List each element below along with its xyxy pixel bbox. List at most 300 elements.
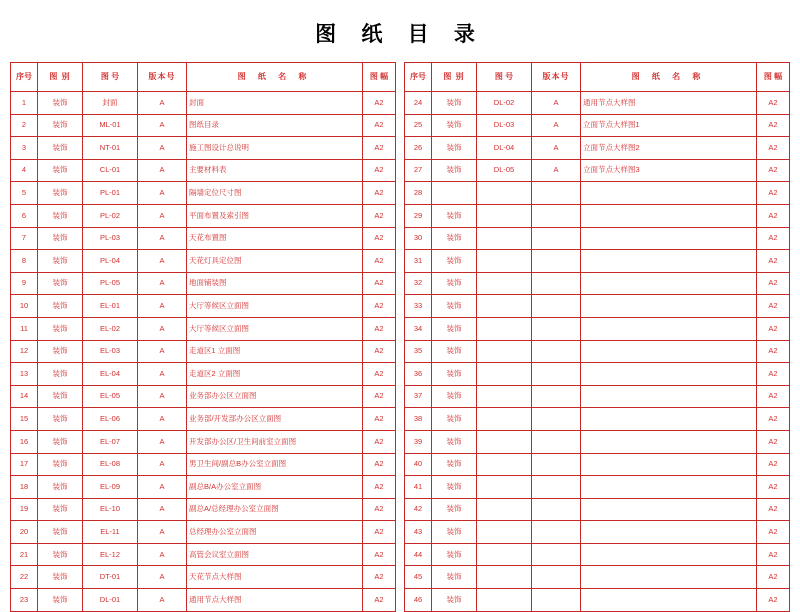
cell-type: 装饰 [432, 363, 477, 386]
table-row [405, 204, 790, 227]
cell-name [581, 363, 757, 386]
cell-size: A2 [363, 476, 396, 499]
table-row [405, 476, 790, 499]
cell-name [581, 408, 757, 431]
column-header-version: 版本号 [138, 63, 187, 92]
cell-no: 36 [405, 363, 432, 386]
cell-version: A [138, 295, 187, 318]
cell-size: A2 [757, 408, 790, 431]
cell-size: A2 [363, 250, 396, 273]
cell-size: A2 [757, 159, 790, 182]
column-header-size: 图 幅 [363, 63, 396, 92]
cell-size: A2 [363, 137, 396, 160]
cell-size: A2 [363, 114, 396, 137]
cell-code: ML-01 [83, 114, 138, 137]
table-row [405, 137, 790, 160]
cell-name: 男卫生间/副总B办公室立面图 [187, 453, 363, 476]
table-row [11, 227, 396, 250]
table-row [405, 385, 790, 408]
cell-size: A2 [757, 430, 790, 453]
cell-version: A [138, 204, 187, 227]
cell-no: 35 [405, 340, 432, 363]
table-row [11, 476, 396, 499]
cell-type: 装饰 [38, 159, 83, 182]
table-row [11, 137, 396, 160]
cell-type: 装饰 [432, 137, 477, 160]
cell-size: A2 [757, 182, 790, 205]
cell-name [581, 589, 757, 612]
cell-no: 44 [405, 543, 432, 566]
cell-size: A2 [757, 385, 790, 408]
cell-type: 装饰 [38, 295, 83, 318]
cell-version: A [138, 385, 187, 408]
cell-size: A2 [757, 566, 790, 589]
cell-type: 装饰 [432, 272, 477, 295]
cell-type: 装饰 [432, 566, 477, 589]
cell-no: 11 [11, 317, 38, 340]
cell-type: 装饰 [38, 408, 83, 431]
cell-type: 装饰 [38, 272, 83, 295]
cell-version: A [138, 521, 187, 544]
cell-name: 天花灯具定位图 [187, 250, 363, 273]
cell-size: A2 [363, 227, 396, 250]
table-row [405, 521, 790, 544]
cell-code: EL-04 [83, 363, 138, 386]
cell-name [581, 272, 757, 295]
cell-code [477, 408, 532, 431]
cell-type: 装饰 [432, 340, 477, 363]
cell-no: 15 [11, 408, 38, 431]
cell-type: 装饰 [432, 159, 477, 182]
cell-code: PL-03 [83, 227, 138, 250]
cell-no: 3 [11, 137, 38, 160]
cell-type: 装饰 [38, 250, 83, 273]
cell-name: 主要材料表 [187, 159, 363, 182]
cell-size: A2 [363, 317, 396, 340]
cell-code [477, 476, 532, 499]
cell-name: 通用节点大样图 [187, 589, 363, 612]
table-row [405, 272, 790, 295]
cell-type: 装饰 [38, 476, 83, 499]
cell-size: A2 [757, 363, 790, 386]
cell-type: 装饰 [38, 453, 83, 476]
cell-no: 28 [405, 182, 432, 205]
cell-version: A [138, 566, 187, 589]
cell-type: 装饰 [38, 317, 83, 340]
cell-name: 图纸目录 [187, 114, 363, 137]
cell-no: 27 [405, 159, 432, 182]
cell-version: A [138, 453, 187, 476]
cell-code [477, 589, 532, 612]
cell-size: A2 [363, 430, 396, 453]
cell-version [532, 340, 581, 363]
cell-type: 装饰 [38, 137, 83, 160]
cell-no: 10 [11, 295, 38, 318]
cell-type: 装饰 [432, 295, 477, 318]
cell-version: A [138, 317, 187, 340]
cell-name: 开发部办公区/卫生间前室立面图 [187, 430, 363, 453]
table-row [11, 204, 396, 227]
cell-version: A [138, 137, 187, 160]
drawing-index-table-left [10, 62, 396, 612]
cell-size: A2 [757, 340, 790, 363]
cell-code: EL-07 [83, 430, 138, 453]
cell-type: 装饰 [38, 182, 83, 205]
column-header-code: 图 号 [83, 63, 138, 92]
cell-type: 装饰 [38, 566, 83, 589]
cell-code [477, 182, 532, 205]
cell-name [581, 204, 757, 227]
cell-name: 立面节点大样图2 [581, 137, 757, 160]
cell-code [477, 250, 532, 273]
cell-name: 立面节点大样图1 [581, 114, 757, 137]
cell-code: DL-05 [477, 159, 532, 182]
cell-code [477, 385, 532, 408]
table-row [11, 408, 396, 431]
cell-version [532, 476, 581, 499]
table-row [405, 498, 790, 521]
table-row [405, 92, 790, 115]
cell-code [477, 340, 532, 363]
cell-type: 装饰 [38, 114, 83, 137]
cell-code [477, 453, 532, 476]
cell-type: 装饰 [432, 498, 477, 521]
cell-size: A2 [363, 182, 396, 205]
cell-no: 17 [11, 453, 38, 476]
table-row [11, 385, 396, 408]
cell-version [532, 204, 581, 227]
cell-version [532, 272, 581, 295]
cell-code: PL-02 [83, 204, 138, 227]
cell-version [532, 521, 581, 544]
cell-no: 33 [405, 295, 432, 318]
cell-type: 装饰 [38, 363, 83, 386]
cell-type: 装饰 [432, 204, 477, 227]
cell-no: 4 [11, 159, 38, 182]
cell-no: 20 [11, 521, 38, 544]
table-row [11, 430, 396, 453]
cell-no: 42 [405, 498, 432, 521]
cell-name [581, 317, 757, 340]
cell-code: DL-03 [477, 114, 532, 137]
table-row [11, 498, 396, 521]
cell-code: 封面 [83, 92, 138, 115]
cell-type: 装饰 [432, 589, 477, 612]
cell-size: A2 [363, 453, 396, 476]
cell-no: 46 [405, 589, 432, 612]
cell-name: 立面节点大样图3 [581, 159, 757, 182]
cell-version: A [532, 159, 581, 182]
cell-version: A [138, 272, 187, 295]
cell-size: A2 [757, 272, 790, 295]
cell-type: 装饰 [432, 317, 477, 340]
cell-version [532, 295, 581, 318]
cell-code [477, 566, 532, 589]
cell-code: DT-01 [83, 566, 138, 589]
cell-type [432, 182, 477, 205]
cell-no: 16 [11, 430, 38, 453]
cell-size: A2 [363, 295, 396, 318]
table-row [11, 159, 396, 182]
cell-no: 9 [11, 272, 38, 295]
cell-name [581, 521, 757, 544]
cell-version: A [138, 92, 187, 115]
cell-name: 隔墙定位尺寸图 [187, 182, 363, 205]
cell-size: A2 [757, 114, 790, 137]
cell-code: EL-12 [83, 543, 138, 566]
table-row [405, 543, 790, 566]
cell-size: A2 [363, 159, 396, 182]
drawing-index-left-sheet [10, 62, 396, 612]
cell-type: 装饰 [38, 543, 83, 566]
cell-name [581, 340, 757, 363]
table-row [405, 250, 790, 273]
cell-version [532, 430, 581, 453]
table-row [405, 340, 790, 363]
cell-name: 走道区2 立面图 [187, 363, 363, 386]
cell-version: A [138, 363, 187, 386]
cell-code: EL-10 [83, 498, 138, 521]
table-row [405, 453, 790, 476]
cell-name: 业务部办公区立面图 [187, 385, 363, 408]
cell-size: A2 [363, 385, 396, 408]
cell-name: 大厅等候区立面图 [187, 295, 363, 318]
cell-code: PL-01 [83, 182, 138, 205]
cell-name [581, 430, 757, 453]
cell-name: 业务部/开发部办公区立面图 [187, 408, 363, 431]
cell-size: A2 [363, 272, 396, 295]
table-row [11, 182, 396, 205]
cell-version: A [138, 114, 187, 137]
cell-name: 天花布置图 [187, 227, 363, 250]
cell-type: 装饰 [38, 340, 83, 363]
cell-type: 装饰 [432, 521, 477, 544]
cell-type: 装饰 [38, 204, 83, 227]
table-row [11, 250, 396, 273]
cell-size: A2 [757, 453, 790, 476]
cell-version: A [532, 114, 581, 137]
cell-no: 26 [405, 137, 432, 160]
table-header-row [405, 63, 790, 92]
table-row [11, 453, 396, 476]
cell-name [581, 227, 757, 250]
cell-no: 45 [405, 566, 432, 589]
cell-code: EL-02 [83, 317, 138, 340]
cell-code [477, 227, 532, 250]
cell-no: 40 [405, 453, 432, 476]
cell-version: A [138, 159, 187, 182]
table-row [11, 363, 396, 386]
cell-no: 2 [11, 114, 38, 137]
cell-version: A [138, 589, 187, 612]
cell-no: 19 [11, 498, 38, 521]
cell-type: 装饰 [432, 227, 477, 250]
cell-name: 封面 [187, 92, 363, 115]
cell-size: A2 [363, 408, 396, 431]
cell-no: 21 [11, 543, 38, 566]
table-row [405, 589, 790, 612]
cell-no: 24 [405, 92, 432, 115]
cell-version: A [138, 227, 187, 250]
cell-code [477, 272, 532, 295]
cell-type: 装饰 [432, 114, 477, 137]
table-row [405, 430, 790, 453]
table-row [405, 182, 790, 205]
cell-no: 7 [11, 227, 38, 250]
cell-code: EL-01 [83, 295, 138, 318]
table-row [11, 272, 396, 295]
cell-size: A2 [757, 498, 790, 521]
cell-type: 装饰 [38, 430, 83, 453]
table-row [405, 363, 790, 386]
cell-no: 43 [405, 521, 432, 544]
cell-version: A [138, 250, 187, 273]
cell-size: A2 [757, 227, 790, 250]
cell-size: A2 [757, 137, 790, 160]
cell-no: 29 [405, 204, 432, 227]
table-row [11, 589, 396, 612]
cell-no: 23 [11, 589, 38, 612]
cell-name [581, 543, 757, 566]
cell-code [477, 295, 532, 318]
cell-version: A [532, 92, 581, 115]
table-row [405, 159, 790, 182]
cell-type: 装饰 [432, 250, 477, 273]
table-row [11, 317, 396, 340]
cell-name [581, 476, 757, 499]
cell-type: 装饰 [38, 498, 83, 521]
cell-name: 总经理办公室立面图 [187, 521, 363, 544]
cell-version: A [138, 340, 187, 363]
cell-size: A2 [363, 204, 396, 227]
cell-name [581, 385, 757, 408]
cell-size: A2 [757, 476, 790, 499]
column-header-type: 图 别 [38, 63, 83, 92]
cell-no: 6 [11, 204, 38, 227]
cell-type: 装饰 [38, 589, 83, 612]
cell-size: A2 [363, 363, 396, 386]
cell-type: 装饰 [432, 543, 477, 566]
cell-code: NT-01 [83, 137, 138, 160]
cell-code [477, 543, 532, 566]
column-header-name: 图 纸 名 称 [187, 63, 363, 92]
table-row [11, 92, 396, 115]
cell-version [532, 498, 581, 521]
table-row [11, 295, 396, 318]
cell-version [532, 227, 581, 250]
cell-name: 施工图设计总说明 [187, 137, 363, 160]
table-row [11, 543, 396, 566]
cell-name: 天花节点大样图 [187, 566, 363, 589]
cell-version [532, 408, 581, 431]
cell-version [532, 566, 581, 589]
cell-size: A2 [757, 521, 790, 544]
drawing-index-sheets [0, 62, 800, 612]
cell-no: 31 [405, 250, 432, 273]
cell-type: 装饰 [38, 92, 83, 115]
cell-no: 37 [405, 385, 432, 408]
cell-version [532, 182, 581, 205]
cell-size: A2 [757, 589, 790, 612]
cell-name: 副总B/A办公室立面图 [187, 476, 363, 499]
cell-name: 地面铺装图 [187, 272, 363, 295]
cell-version [532, 453, 581, 476]
cell-type: 装饰 [432, 408, 477, 431]
cell-type: 装饰 [432, 430, 477, 453]
cell-size: A2 [757, 92, 790, 115]
cell-code [477, 430, 532, 453]
cell-size: A2 [757, 250, 790, 273]
cell-name: 副总A/总经理办公室立面图 [187, 498, 363, 521]
cell-code: EL-03 [83, 340, 138, 363]
cell-code: PL-04 [83, 250, 138, 273]
cell-name [581, 250, 757, 273]
column-header-size: 图 幅 [757, 63, 790, 92]
column-header-no: 序号 [11, 63, 38, 92]
cell-no: 41 [405, 476, 432, 499]
cell-code: EL-08 [83, 453, 138, 476]
cell-size: A2 [757, 295, 790, 318]
cell-code: DL-01 [83, 589, 138, 612]
cell-size: A2 [363, 589, 396, 612]
table-row [405, 295, 790, 318]
cell-no: 39 [405, 430, 432, 453]
cell-code [477, 317, 532, 340]
cell-code [477, 363, 532, 386]
cell-no: 38 [405, 408, 432, 431]
cell-name: 通用节点大样图 [581, 92, 757, 115]
cell-no: 14 [11, 385, 38, 408]
cell-version: A [138, 182, 187, 205]
cell-code [477, 204, 532, 227]
column-header-version: 版本号 [532, 63, 581, 92]
cell-size: A2 [363, 498, 396, 521]
cell-code: DL-02 [477, 92, 532, 115]
cell-code: EL-05 [83, 385, 138, 408]
cell-code: EL-09 [83, 476, 138, 499]
column-header-code: 图 号 [477, 63, 532, 92]
column-header-name: 图 纸 名 称 [581, 63, 757, 92]
table-row [11, 340, 396, 363]
cell-code: EL-11 [83, 521, 138, 544]
cell-version [532, 589, 581, 612]
table-row [405, 566, 790, 589]
cell-size: A2 [363, 521, 396, 544]
table-row [11, 521, 396, 544]
cell-code: CL-01 [83, 159, 138, 182]
cell-size: A2 [757, 543, 790, 566]
cell-name [581, 453, 757, 476]
cell-version [532, 543, 581, 566]
cell-type: 装饰 [38, 521, 83, 544]
table-row [405, 227, 790, 250]
cell-no: 13 [11, 363, 38, 386]
cell-type: 装饰 [38, 227, 83, 250]
cell-name [581, 182, 757, 205]
cell-no: 18 [11, 476, 38, 499]
cell-name: 大厅等候区立面图 [187, 317, 363, 340]
page-title: 图 纸 目 录 [315, 22, 485, 46]
cell-code [477, 498, 532, 521]
cell-code: DL-04 [477, 137, 532, 160]
cell-version [532, 363, 581, 386]
cell-no: 32 [405, 272, 432, 295]
drawing-index-table-right [404, 62, 790, 612]
table-row [11, 566, 396, 589]
cell-name [581, 498, 757, 521]
drawing-index-right-sheet [404, 62, 790, 612]
cell-version: A [138, 543, 187, 566]
